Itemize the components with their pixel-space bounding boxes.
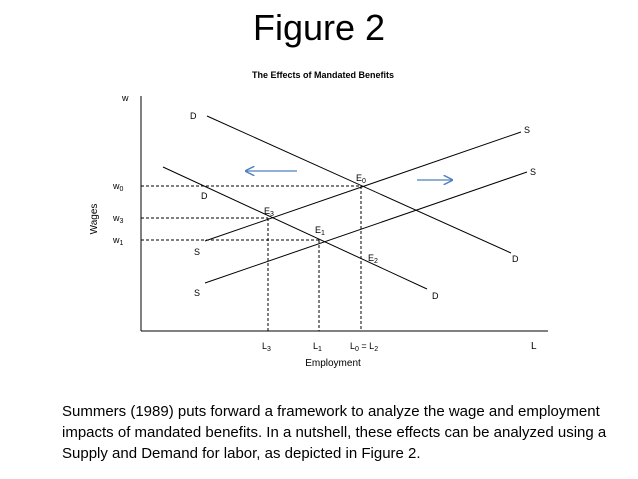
supply-label-original-start: S <box>194 247 201 257</box>
wage-label-w1: $w_1$ <box>113 235 124 247</box>
equilibrium-label-e1: $E_1$ <box>315 225 325 237</box>
supply-label-shifted-end: S <box>530 167 537 177</box>
slide-title: Figure 2 <box>252 7 386 48</box>
y-axis-label: Wages <box>89 203 100 235</box>
x-axis-end-label: L <box>531 341 537 352</box>
slide-caption: Summers (1989) puts forward a framework to analyze the wage and employment impacts of mandated benefits. In a nutshell, these effects can be analyzed using a Supply and Demand for labor, as depicted in Figure 2. <box>62 403 607 462</box>
curve-labels <box>190 111 536 301</box>
employment-tick-labels <box>262 341 378 353</box>
employment-label-l0-l2: $L_0 = L_2$ <box>350 341 379 353</box>
diagram-title: The Effects of Mandated Benefits <box>251 70 395 80</box>
wage-label-w3: $w_3$ <box>113 213 124 225</box>
employment-label-l1: $L_1$ <box>313 341 322 353</box>
supply-curve-shifted <box>205 172 527 283</box>
demand-curve-shifted <box>163 167 427 289</box>
demand-label-shifted-top: D <box>201 191 208 201</box>
demand-curve-original <box>207 116 511 253</box>
employment-label-l3: $L_3$ <box>262 341 271 353</box>
wage-tick-labels <box>112 181 124 247</box>
equilibrium-label-e2: $E_2$ <box>368 253 378 265</box>
y-axis-top-label: w <box>122 93 129 103</box>
demand-label-original-top: D <box>190 111 197 121</box>
x-axis-label: Employment <box>305 358 361 369</box>
equilibrium-label-e0: $E_0$ <box>356 173 366 185</box>
supply-label-original-end: S <box>524 125 531 135</box>
wage-label-w0: $w_0$ <box>113 181 124 193</box>
supply-label-shifted-start: S <box>194 288 201 298</box>
demand-label-original-end: D <box>512 254 519 264</box>
demand-label-shifted-end: D <box>432 291 439 301</box>
equilibrium-label-e3: $E_3$ <box>264 206 274 218</box>
